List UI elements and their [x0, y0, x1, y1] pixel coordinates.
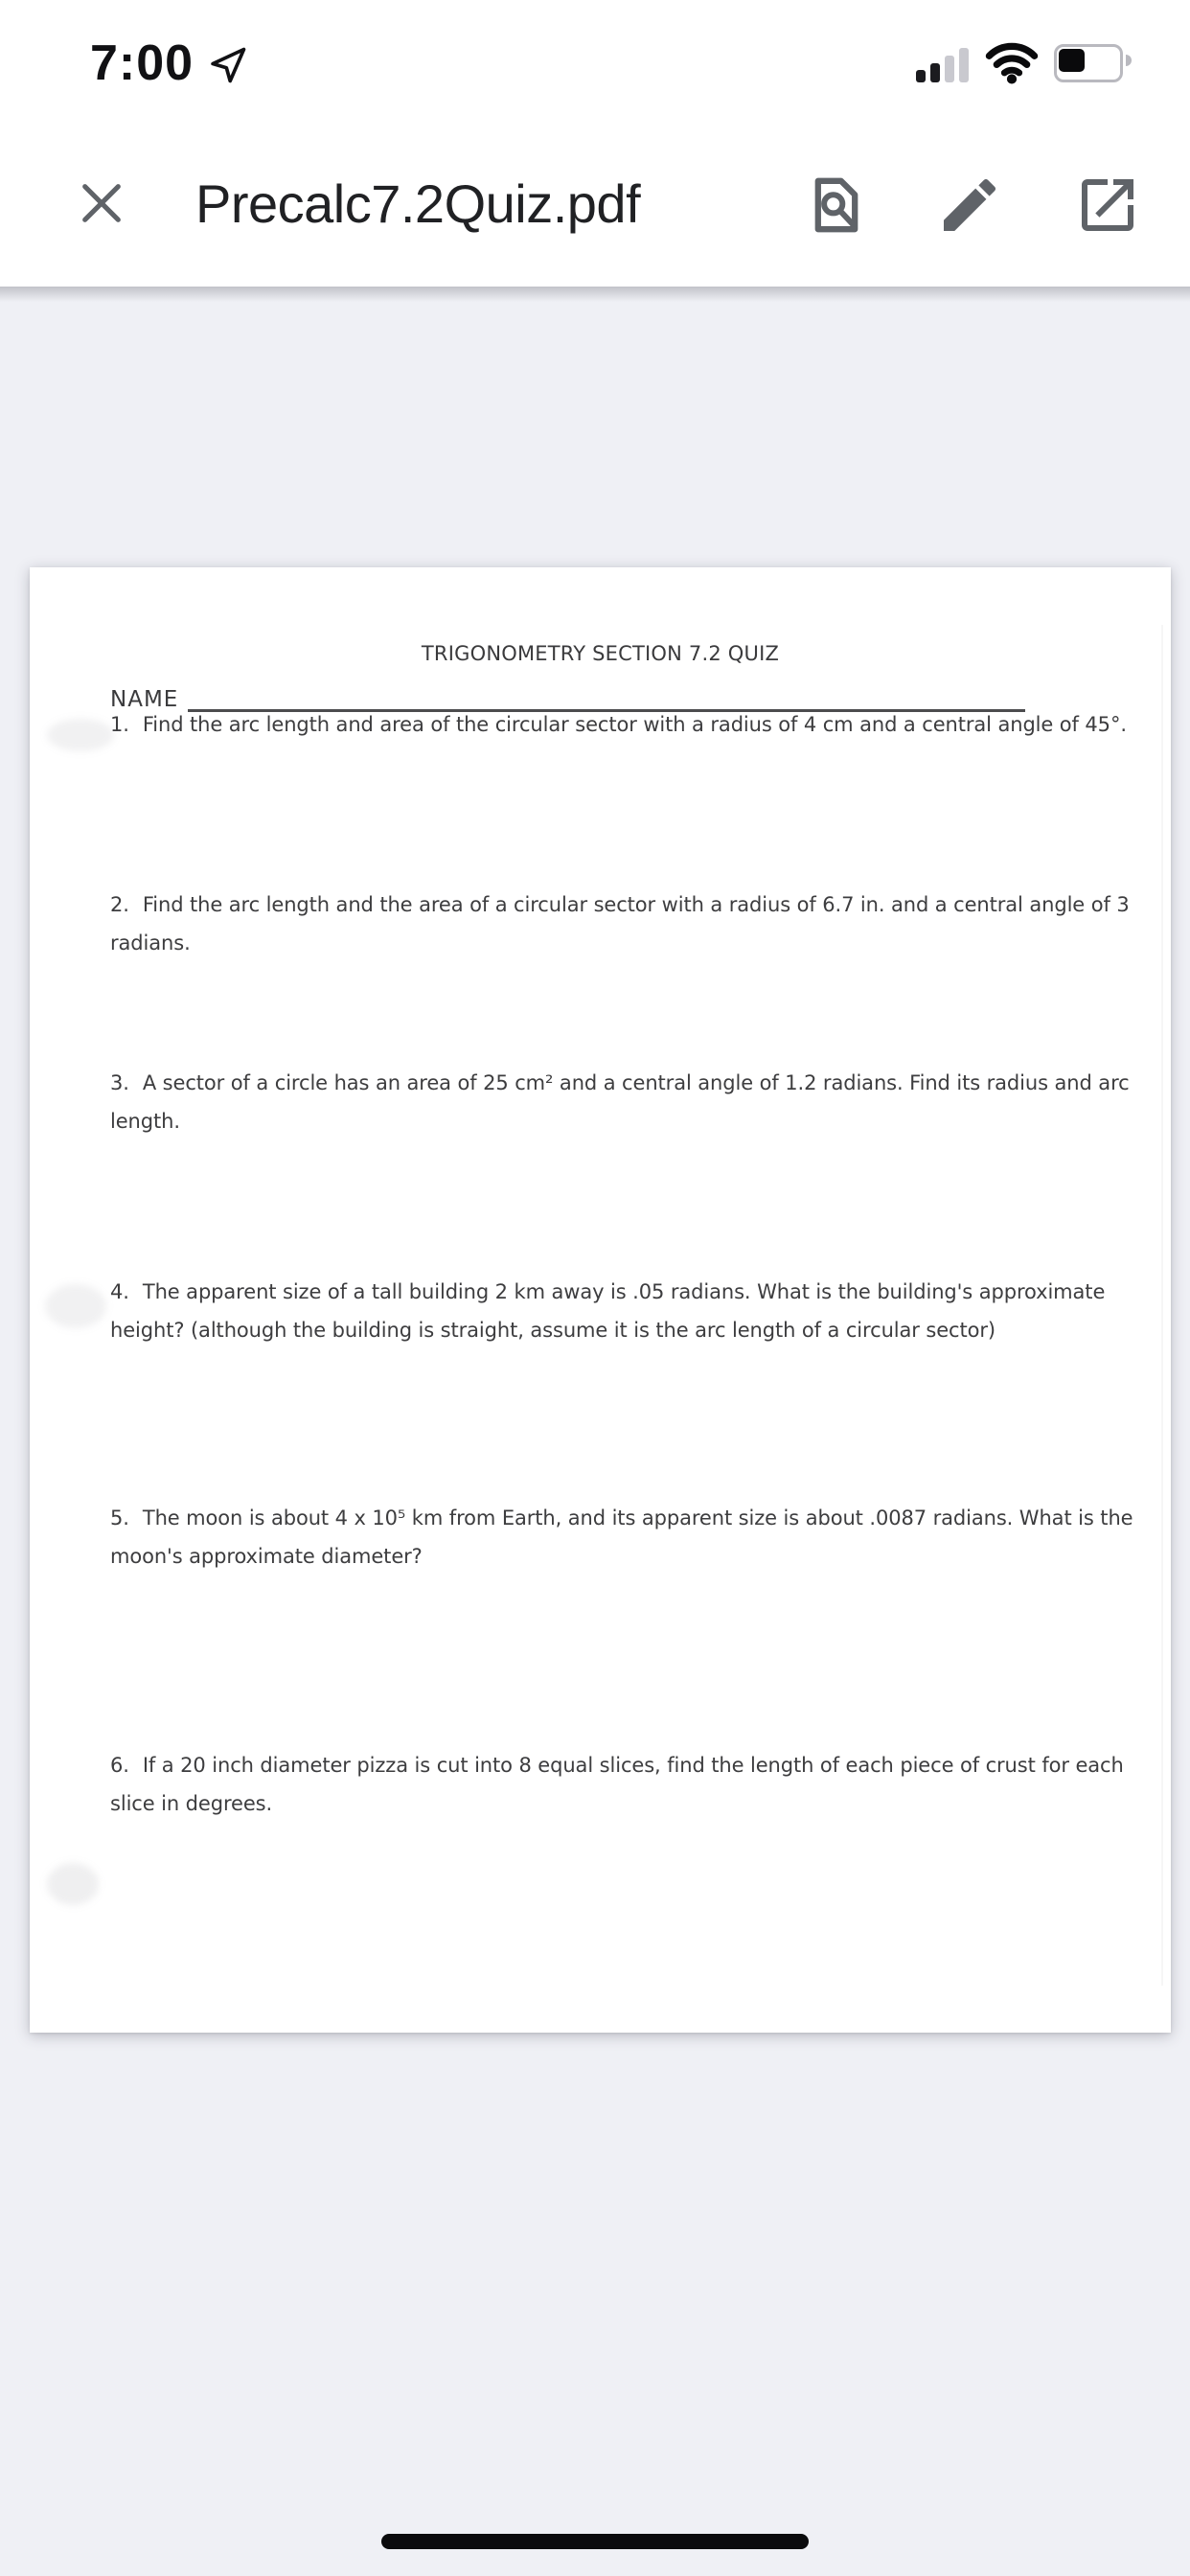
question-5	[110, 1499, 1150, 1576]
signal-bar-3	[945, 56, 954, 82]
question-3-number: 3.	[110, 1071, 129, 1094]
quiz-title: TRIGONOMETRY SECTION 7.2 QUIZ	[421, 642, 780, 665]
scan-smudge	[47, 719, 114, 751]
question-2-text: Find the arc length and the area of a circular sector with a radius of 6.7 in. and a central angle of 3 radians.	[110, 893, 1130, 954]
question-6	[110, 1746, 1150, 1823]
question-4	[110, 1273, 1150, 1349]
pdf-toolbar	[0, 125, 1190, 287]
signal-bar-1	[916, 70, 926, 82]
question-1-number: 1.	[110, 713, 129, 736]
close-icon	[71, 172, 132, 234]
open-in-button[interactable]	[1069, 167, 1146, 243]
cellular-signal-icon	[916, 46, 975, 82]
location-arrow-icon	[207, 44, 249, 86]
battery-cap	[1126, 55, 1132, 66]
find-in-document-button[interactable]	[795, 167, 872, 243]
close-button[interactable]	[65, 167, 138, 240]
document-title: Precalc7.2Quiz.pdf	[195, 172, 641, 234]
question-2-number: 2.	[110, 893, 129, 916]
battery-icon	[1054, 44, 1134, 80]
scan-streak	[1161, 625, 1163, 1986]
question-6-text: If a 20 inch diameter pizza is cut into 8 equal slices, find the length of each piece of crust for each slice in degrees.	[110, 1754, 1124, 1815]
question-4-text: The apparent size of a tall building 2 km away is .05 radians. What is the building's approximate height? (although the building is straight, assume it is the arc length of a circular sector)	[110, 1280, 1106, 1342]
question-4-number: 4.	[110, 1280, 129, 1303]
scan-smudge	[47, 1863, 99, 1905]
name-label: NAME	[110, 687, 179, 712]
pdf-canvas[interactable]	[0, 302, 1190, 2576]
top-chrome	[0, 0, 1190, 287]
question-1-text: Find the arc length and area of the circular sector with a radius of 4 cm and a central angle of 45°.	[142, 713, 1127, 736]
question-3	[110, 1064, 1150, 1140]
status-bar	[0, 0, 1190, 125]
signal-bar-2	[930, 63, 940, 82]
open-in-new-icon	[1073, 171, 1142, 240]
question-6-number: 6.	[110, 1754, 129, 1777]
clock-label: 7:00	[90, 35, 195, 91]
scan-smudge	[45, 1284, 106, 1328]
question-2	[110, 886, 1150, 962]
question-3-text: A sector of a circle has an area of 25 cm² and a central angle of 1.2 radians. Find its radius and arc length.	[110, 1071, 1130, 1133]
home-indicator[interactable]	[381, 2534, 809, 2549]
question-5-text: The moon is about 4 x 10⁵ km from Earth, and its apparent size is about .0087 radians. What is the moon's approximate diameter?	[110, 1506, 1133, 1568]
question-5-number: 5.	[110, 1506, 129, 1530]
document-search-icon	[799, 171, 868, 240]
signal-bar-4	[959, 48, 969, 82]
question-1	[110, 705, 1150, 744]
battery-level	[1059, 49, 1085, 72]
pdf-page[interactable]	[30, 567, 1171, 2033]
wifi-icon	[985, 42, 1039, 82]
annotate-button[interactable]	[931, 167, 1008, 243]
pencil-icon	[935, 171, 1004, 240]
toolbar-shadow	[0, 287, 1190, 302]
